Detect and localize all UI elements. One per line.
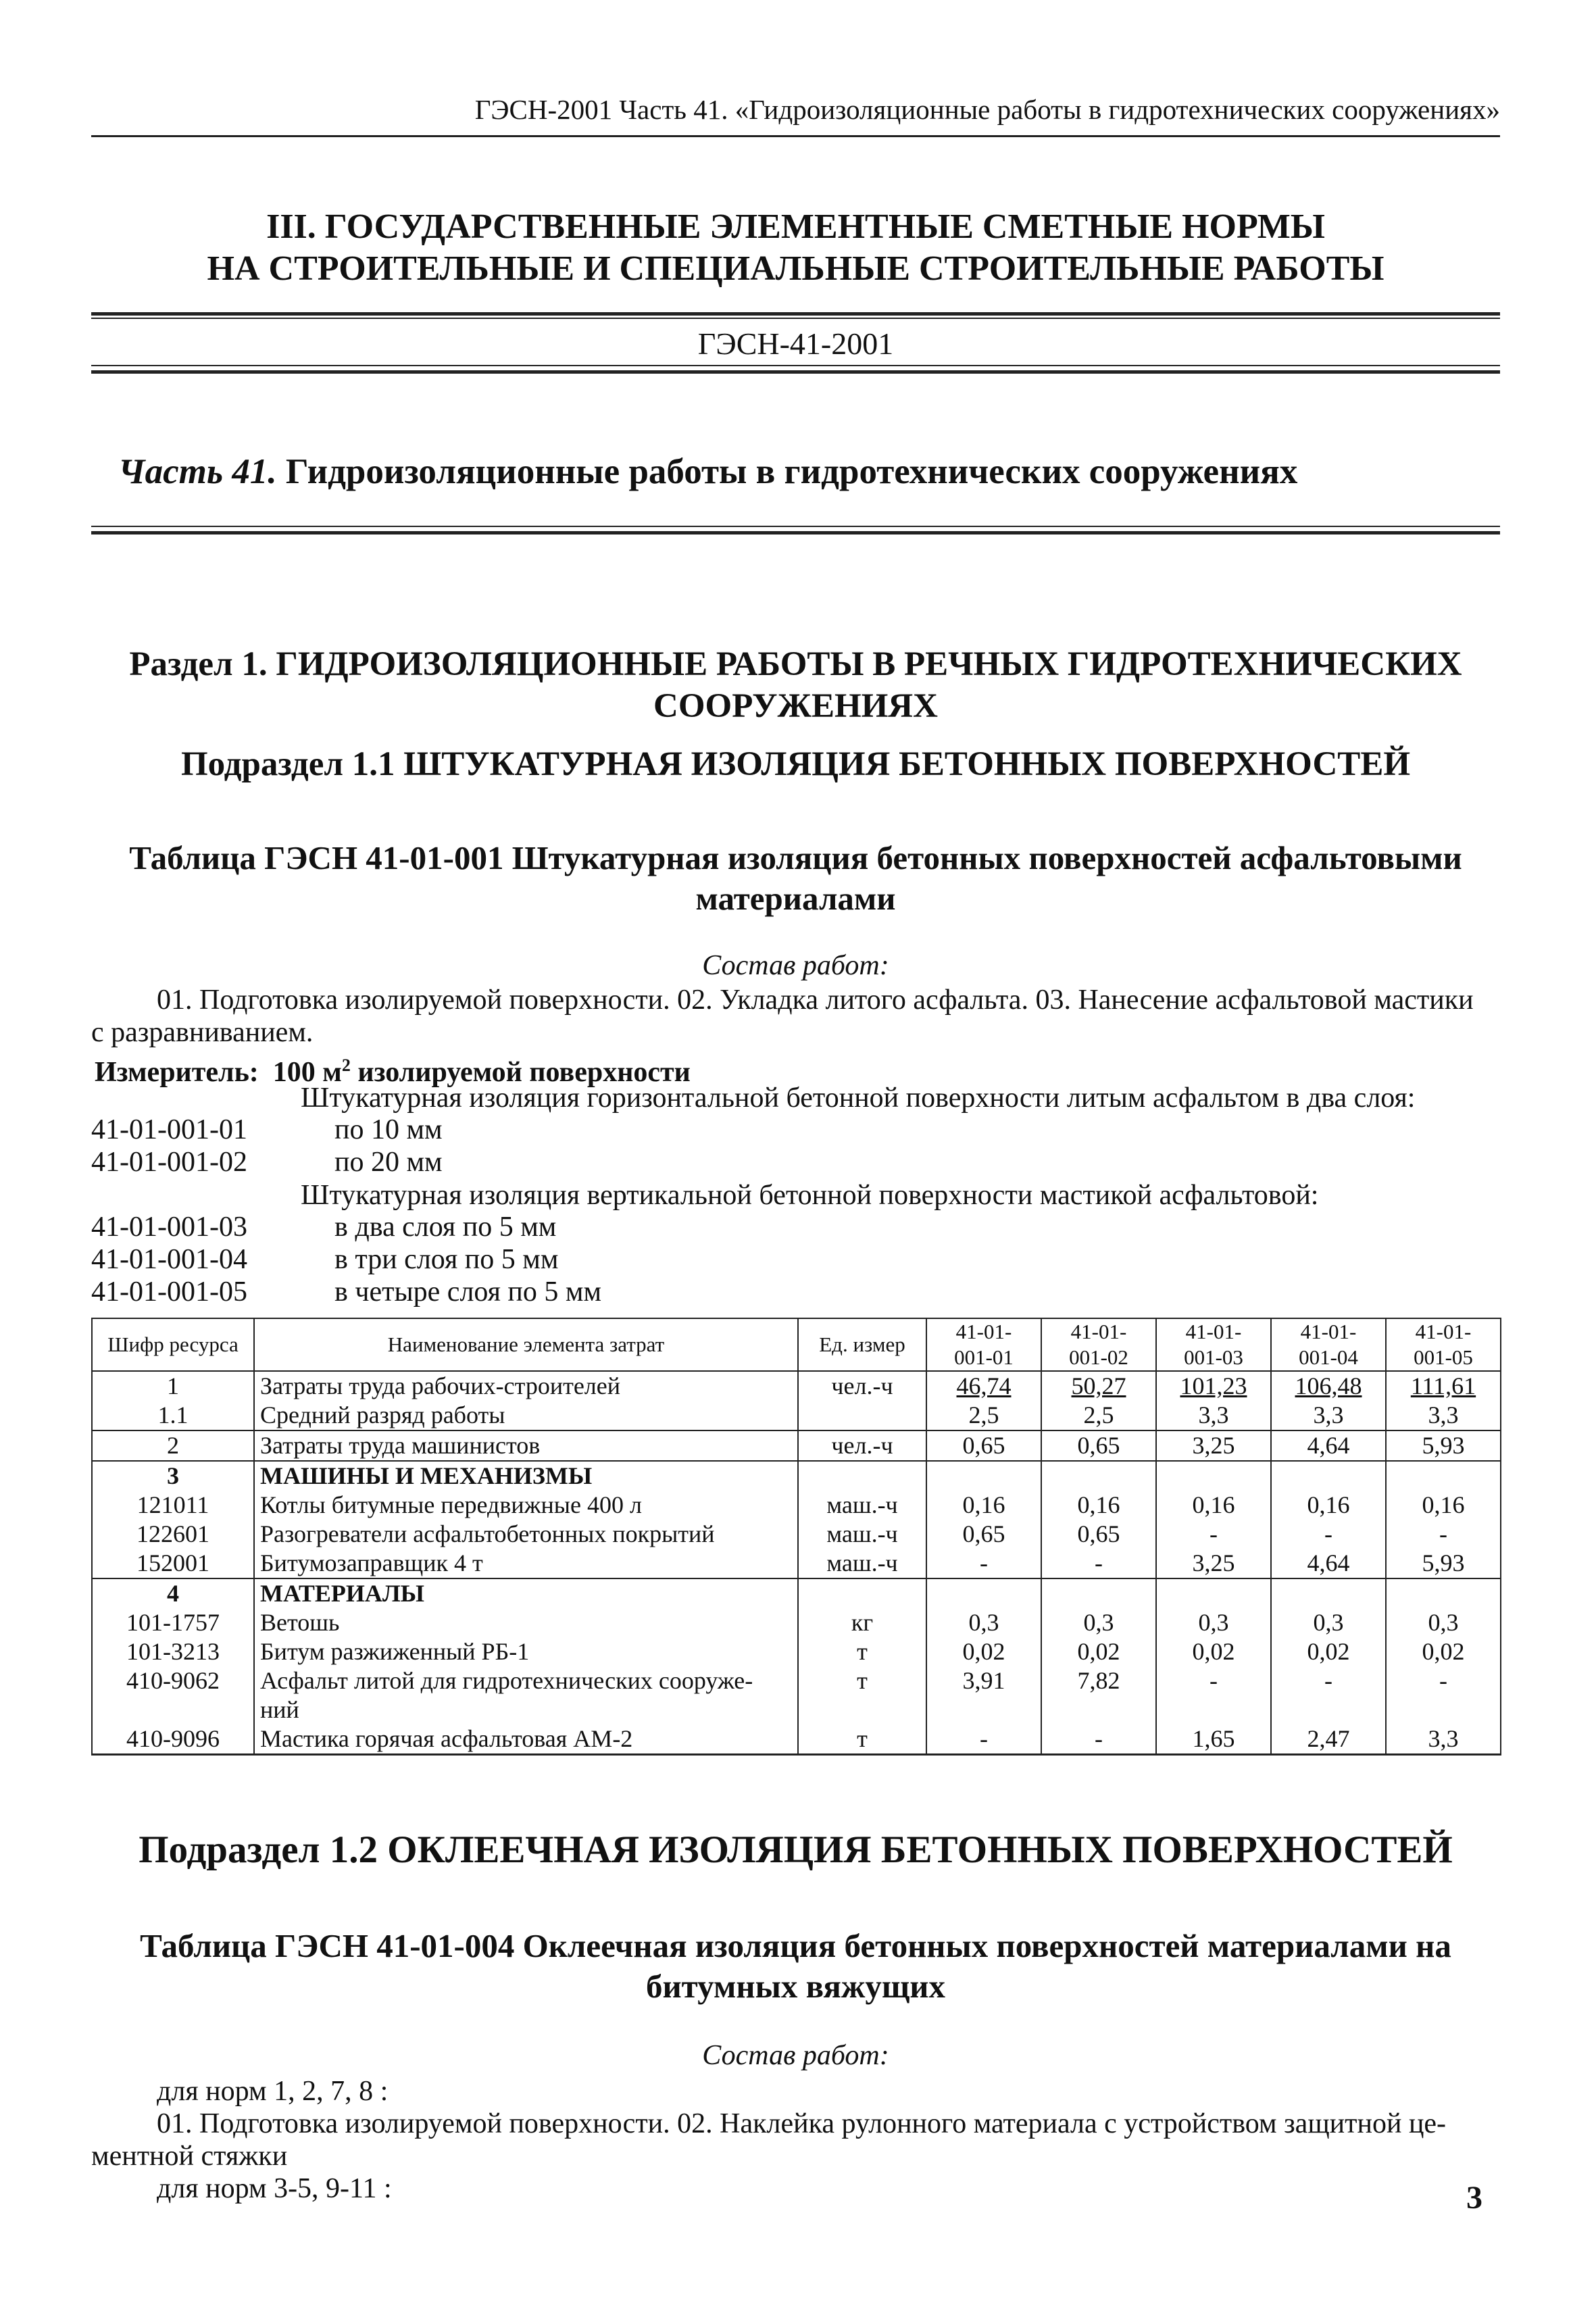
table-row [92, 1608, 1501, 1637]
cell-name: Разогреватели асфальтобетонных покрытий [254, 1520, 798, 1549]
cell-value: 5,93 [1386, 1430, 1501, 1461]
table1-works-label: Состав работ: [702, 950, 889, 981]
header-col-l2: 001-03 [1184, 1345, 1243, 1369]
cell-value: 3,3 [1156, 1401, 1271, 1430]
cell-name: Котлы битумные передвижные 400 л [254, 1491, 798, 1520]
table2-title-line1: Таблица ГЭСН 41-01-004 Оклеечная изоляция бетонных поверхностей материалами на [140, 1927, 1451, 1964]
header-unit: Ед. измер [798, 1318, 926, 1371]
cell-value [1156, 1578, 1271, 1608]
cell-value: - [926, 1549, 1041, 1578]
table2-works-label: Состав работ: [702, 2040, 889, 2071]
cell-value [1156, 1461, 1271, 1491]
cell-value [1386, 1461, 1501, 1491]
header-code: Шифр ресурса [92, 1318, 254, 1371]
table-row [92, 1371, 1501, 1401]
cell-value: 0,65 [1041, 1520, 1156, 1549]
part-title-text: Гидроизоляционные работы в гидротехнических сооружениях [285, 452, 1298, 491]
cell-value: 2,5 [926, 1401, 1041, 1430]
header-col [1156, 1318, 1271, 1371]
table2-title-line2: битумных вяжущих [645, 1968, 946, 2005]
table-row [92, 1724, 1501, 1755]
cell-value: 2,5 [1041, 1401, 1156, 1430]
cell-value: - [1041, 1724, 1156, 1755]
cell-value: 4,64 [1271, 1430, 1386, 1461]
norm-desc: по 20 мм [334, 1147, 443, 1178]
norm-code: ГЭСН-41-2001 [697, 326, 894, 361]
header-col-l1: 41-01- [1185, 1320, 1242, 1343]
norm-code: 41-01-001-03 [91, 1212, 247, 1243]
table-row [92, 1578, 1501, 1608]
header-col [1386, 1318, 1501, 1371]
table-row [92, 1461, 1501, 1491]
cell-value: 2,47 [1271, 1724, 1386, 1755]
header-col [1271, 1318, 1386, 1371]
cell-value: - [1271, 1520, 1386, 1549]
cell-code: 121011 [92, 1491, 254, 1520]
norm-desc: в два слоя по 5 мм [334, 1212, 557, 1243]
header-col [926, 1318, 1041, 1371]
cell-code: 410-9096 [92, 1724, 254, 1755]
header-col-l1: 41-01- [1300, 1320, 1357, 1343]
cell-value: 0,16 [1156, 1491, 1271, 1520]
cell-unit: т [798, 1666, 926, 1724]
cell-unit: маш.-ч [798, 1549, 926, 1578]
cell-value: - [1041, 1549, 1156, 1578]
cell-unit [798, 1461, 926, 1491]
cell-value: 0,02 [1041, 1637, 1156, 1666]
cell-code: 101-1757 [92, 1608, 254, 1637]
cell-value: 3,3 [1386, 1724, 1501, 1755]
page-number: 3 [1466, 2180, 1482, 2216]
title-rule-top-thin [91, 318, 1500, 319]
part-rule-thick [91, 531, 1500, 534]
cell-unit: кг [798, 1608, 926, 1637]
cell-value: 4,64 [1271, 1549, 1386, 1578]
header-col-l1: 41-01- [1415, 1320, 1472, 1343]
meter-value-b: изолируемой поверхности [350, 1057, 691, 1088]
resource-table [91, 1318, 1501, 1756]
norm-desc: в три слоя по 5 мм [334, 1244, 559, 1275]
cell-name: Битум разжиженный РБ-1 [254, 1637, 798, 1666]
norm-code: 41-01-001-01 [91, 1114, 247, 1145]
cell-unit: чел.-ч [798, 1371, 926, 1401]
cell-value: - [1156, 1520, 1271, 1549]
cell-value: - [1386, 1666, 1501, 1724]
norm-code: 41-01-001-04 [91, 1244, 247, 1275]
part-label: Часть 41. [118, 452, 277, 491]
table-row [92, 1549, 1501, 1578]
table-row [92, 1430, 1501, 1461]
table1-title [91, 838, 1500, 919]
part-title [118, 451, 1297, 492]
cell-code: 152001 [92, 1549, 254, 1578]
cell-code: 1 [92, 1371, 254, 1401]
title-rule-bottom [91, 370, 1500, 374]
table1-works-line2: с разравниванием. [91, 1017, 314, 1048]
norm-code: 41-01-001-05 [91, 1276, 247, 1308]
cell-code: 3 [92, 1461, 254, 1491]
main-title [91, 206, 1500, 290]
header-col [1041, 1318, 1156, 1371]
part-rule-thin [91, 526, 1500, 527]
meter-label: Измеритель: [95, 1057, 259, 1088]
cell-value: 0,65 [926, 1430, 1041, 1461]
table1-works-line1: 01. Подготовка изолируемой поверхности. 02. Укладка литого асфальта. 03. Нанесение асфальтовой мастики [157, 985, 1474, 1016]
cell-value [1041, 1461, 1156, 1491]
norm-group1-desc: Штукатурная изоляция горизонтальной бетонной поверхности литым асфальтом в два слоя: [301, 1082, 1416, 1114]
table2-title [91, 1926, 1500, 2007]
cell-value: 0,02 [1271, 1637, 1386, 1666]
cell-unit: т [798, 1637, 926, 1666]
subsection-title: Подраздел 1.1 ШТУКАТУРНАЯ ИЗОЛЯЦИЯ БЕТОННЫХ ПОВЕРХНОСТЕЙ [180, 745, 1411, 783]
table2-for-norms-b: для норм 3-5, 9-11 : [157, 2173, 392, 2204]
cell-group-title: МАТЕРИАЛЫ [254, 1578, 798, 1608]
cell-value: 3,91 [926, 1666, 1041, 1724]
cell-value: 0,16 [1386, 1491, 1501, 1520]
section-title-line1: Раздел 1. ГИДРОИЗОЛЯЦИОННЫЕ РАБОТЫ В РЕЧНЫХ ГИДРОТЕХНИЧЕСКИХ [129, 645, 1462, 683]
header-rule [91, 135, 1500, 137]
cell-value: 5,93 [1386, 1549, 1501, 1578]
title-rule-top [91, 312, 1500, 316]
header-col-l1: 41-01- [955, 1320, 1012, 1343]
cell-unit: чел.-ч [798, 1430, 926, 1461]
main-title-line1: III. ГОСУДАРСТВЕННЫЕ ЭЛЕМЕНТНЫЕ СМЕТНЫЕ НОРМЫ [266, 207, 1325, 246]
cell-value: - [1386, 1520, 1501, 1549]
table1-title-line1: Таблица ГЭСН 41-01-001 Штукатурная изоляция бетонных поверхностей асфальтовыми [129, 839, 1462, 876]
cell-name: Затраты труда рабочих-строителей [254, 1371, 798, 1401]
cell-value: - [1156, 1666, 1271, 1724]
cell-value: 50,27 [1041, 1371, 1156, 1401]
cell-value: 0,02 [926, 1637, 1041, 1666]
cell-value: - [1271, 1666, 1386, 1724]
cell-unit [798, 1401, 926, 1430]
cell-name-line1: Асфальт литой для гидротехнических сооруже- [260, 1667, 753, 1694]
cell-unit [798, 1578, 926, 1608]
table1-title-line2: материалами [695, 880, 896, 917]
meter-sup: 2 [341, 1055, 351, 1075]
cell-name: Затраты труда машинистов [254, 1430, 798, 1461]
table2-works-line2: ментной стяжки [91, 2141, 288, 2172]
running-header: ГЭСН-2001 Часть 41. «Гидроизоляционные работы в гидротехнических сооружениях» [474, 94, 1500, 125]
cell-name: Битумозаправщик 4 т [254, 1549, 798, 1578]
cell-value: 111,61 [1386, 1371, 1501, 1401]
table2-for-norms-a: для норм 1, 2, 7, 8 : [157, 2076, 389, 2107]
norm-desc: по 10 мм [334, 1114, 443, 1145]
subsection-1-2-title: Подраздел 1.2 ОКЛЕЕЧНАЯ ИЗОЛЯЦИЯ БЕТОННЫХ ПОВЕРХНОСТЕЙ [139, 1828, 1453, 1871]
cell-value: 0,02 [1386, 1637, 1501, 1666]
meter-value-a: 100 м [272, 1057, 342, 1088]
cell-value [926, 1578, 1041, 1608]
cell-value [1041, 1578, 1156, 1608]
cell-name-line2: ний [260, 1696, 299, 1723]
cell-value: 0,02 [1156, 1637, 1271, 1666]
cell-value: 0,3 [1386, 1608, 1501, 1637]
table-row [92, 1637, 1501, 1666]
cell-unit: маш.-ч [798, 1520, 926, 1549]
cell-value: 0,16 [926, 1491, 1041, 1520]
header-col-l1: 41-01- [1070, 1320, 1127, 1343]
cell-value: 0,16 [1041, 1491, 1156, 1520]
cell-value: 106,48 [1271, 1371, 1386, 1401]
table-row [92, 1666, 1501, 1724]
cell-code: 122601 [92, 1520, 254, 1549]
cell-group-title: МАШИНЫ И МЕХАНИЗМЫ [254, 1461, 798, 1491]
section-title [91, 643, 1500, 727]
header-col-l2: 001-02 [1069, 1345, 1128, 1369]
cell-value: 0,3 [1156, 1608, 1271, 1637]
cell-unit: маш.-ч [798, 1491, 926, 1520]
cell-value: 3,3 [1271, 1401, 1386, 1430]
section-title-line2: СООРУЖЕНИЯХ [653, 687, 938, 725]
table-row [92, 1520, 1501, 1549]
cell-value [1271, 1578, 1386, 1608]
cell-name: Ветошь [254, 1608, 798, 1637]
norm-code: 41-01-001-02 [91, 1147, 247, 1178]
cell-value: 0,16 [1271, 1491, 1386, 1520]
cell-value: 0,65 [926, 1520, 1041, 1549]
cell-code: 410-9062 [92, 1666, 254, 1724]
norm-group2-desc: Штукатурная изоляция вертикальной бетонной поверхности мастикой асфальтовой: [301, 1180, 1319, 1211]
header-col-l2: 001-05 [1414, 1345, 1473, 1369]
header-col-l2: 001-01 [954, 1345, 1014, 1369]
cell-code: 1.1 [92, 1401, 254, 1430]
cell-value: 101,23 [1156, 1371, 1271, 1401]
cell-value: 0,3 [1041, 1608, 1156, 1637]
cell-value [1386, 1578, 1501, 1608]
cell-value: 3,3 [1386, 1401, 1501, 1430]
cell-code: 2 [92, 1430, 254, 1461]
cell-name [254, 1666, 798, 1724]
table2-works-line1: 01. Подготовка изолируемой поверхности. 02. Наклейка рулонного материала с устройством защитной це- [157, 2108, 1447, 2139]
cell-value: 1,65 [1156, 1724, 1271, 1755]
header-col-l2: 001-04 [1299, 1345, 1358, 1369]
cell-value [1271, 1461, 1386, 1491]
main-title-line2: НА СТРОИТЕЛЬНЫЕ И СПЕЦИАЛЬНЫЕ СТРОИТЕЛЬНЫЕ РАБОТЫ [207, 249, 1385, 288]
cell-unit: т [798, 1724, 926, 1755]
norm-desc: в четыре слоя по 5 мм [334, 1276, 602, 1308]
table-row [92, 1491, 1501, 1520]
cell-name: Мастика горячая асфальтовая АМ-2 [254, 1724, 798, 1755]
cell-code: 4 [92, 1578, 254, 1608]
table-header-row [92, 1318, 1501, 1371]
cell-value: 3,25 [1156, 1430, 1271, 1461]
cell-value: 3,25 [1156, 1549, 1271, 1578]
header-name: Наименование элемента затрат [254, 1318, 798, 1371]
cell-value: - [926, 1724, 1041, 1755]
cell-value [926, 1461, 1041, 1491]
cell-value: 0,65 [1041, 1430, 1156, 1461]
cell-name: Средний разряд работы [254, 1401, 798, 1430]
cell-value: 46,74 [926, 1371, 1041, 1401]
cell-value: 7,82 [1041, 1666, 1156, 1724]
cell-value: 0,3 [1271, 1608, 1386, 1637]
title-rule-bottom-thin [91, 365, 1500, 366]
table-row [92, 1401, 1501, 1430]
cell-value: 0,3 [926, 1608, 1041, 1637]
cell-code: 101-3213 [92, 1637, 254, 1666]
